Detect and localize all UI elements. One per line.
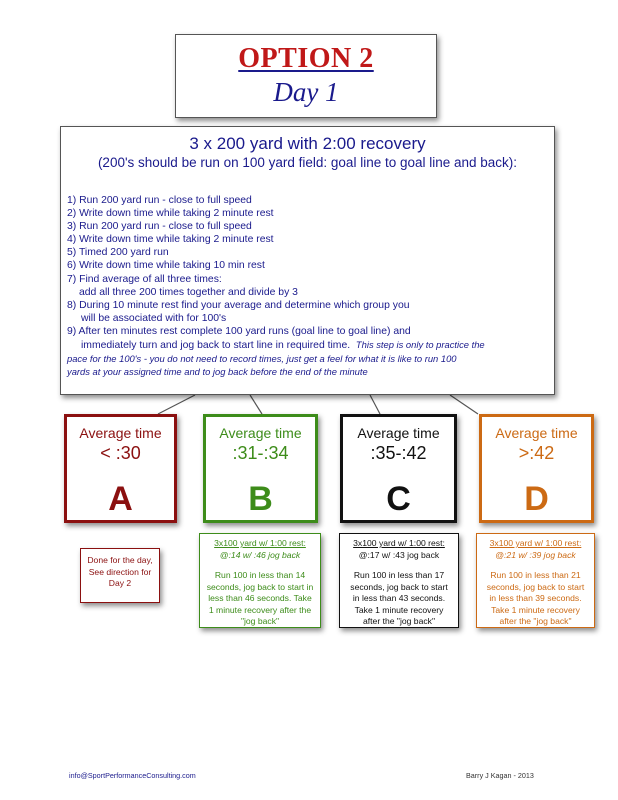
group-b-detail-line-1: Run 100 in less than 14 xyxy=(214,570,306,580)
step-1: 1) Run 200 yard run - close to full speed xyxy=(67,195,252,206)
step-2: 2) Write down time while taking 2 minute rest xyxy=(67,208,274,220)
step-8: 8) During 10 minute rest find your average and determine which group you xyxy=(67,299,410,311)
group-c-detail-line-4: Take 1 minute recovery xyxy=(354,604,444,615)
step-9-note-3: yards at your assigned time and to jog back before the end of the minute xyxy=(67,366,368,378)
step-5: 5) Timed 200 yard run xyxy=(67,247,169,259)
group-d-detail-rest: @:21 w/ :39 jog back xyxy=(495,549,576,560)
group-b-label: Average time xyxy=(219,425,302,441)
group-a-letter: A xyxy=(108,480,133,518)
group-d-detail-body xyxy=(477,570,594,628)
step-6: 6) Write down time while taking 10 min rest xyxy=(67,260,265,272)
group-d-detail-line-5: after the "jog back" xyxy=(499,616,572,626)
step-7-detail: add all three 200 times together and divide by 3 xyxy=(79,286,298,298)
group-b-detail-line-5: "jog back" xyxy=(240,616,280,626)
group-b-detail-line-4: 1 minute recovery after the xyxy=(208,604,312,615)
instructions-subheading: (200's should be run on 100 yard field: goal line to goal line and back): xyxy=(97,155,518,170)
page-subtitle: Day 1 xyxy=(273,77,339,107)
group-a-detail-line-3: Day 2 xyxy=(108,578,132,588)
group-c-detail-line-1: Run 100 in less than 17 xyxy=(353,570,445,580)
group-a-detail-line-2: See direction for xyxy=(88,566,152,577)
group-d-letter: D xyxy=(524,480,549,518)
group-d-detail-line-4: Take 1 minute recovery xyxy=(491,604,580,615)
group-b-range: :31-:34 xyxy=(232,443,289,463)
group-c-detail-line-5: after the "jog back" xyxy=(362,616,436,626)
group-c-letter: C xyxy=(386,480,411,518)
step-9-note-2: pace for the 100's - you do not need to record times, just get a feel for what it is like to run 100 xyxy=(67,353,457,365)
group-b-detail-line-2: seconds, jog back to start in xyxy=(206,581,314,592)
connector-d xyxy=(450,395,478,414)
group-d-detail-line-1: Run 100 in less than 21 xyxy=(490,570,581,580)
group-a-detail-line-1: Done for the day, xyxy=(87,555,153,565)
group-b-detail-rest: @:14 w/ :46 jog back xyxy=(219,549,301,560)
group-a-label: Average time xyxy=(79,425,162,441)
step-3: 3) Run 200 yard run - close to full speed xyxy=(67,221,252,233)
instructions-heading: 3 x 200 yard with 2:00 recovery xyxy=(189,134,426,153)
step-4: 4) Write down time while taking 2 minute rest xyxy=(67,234,274,246)
group-c-detail-rest: @:17 w/ :43 jog back xyxy=(358,549,440,560)
steps-list xyxy=(67,194,550,378)
instructions-box xyxy=(60,126,555,395)
group-c-detail-line-3: in less than 43 seconds. xyxy=(352,593,446,603)
step-7: 7) Find average of all three times: xyxy=(67,273,222,285)
group-d-detail-head: 3x100 yard w/ 1:00 rest: xyxy=(489,538,582,548)
group-d-detail-line-3: in less than 39 seconds. xyxy=(489,593,582,603)
group-d-detail-line-2: seconds, jog back to start xyxy=(486,581,585,592)
footer-author: Barry J Kagan - 2013 xyxy=(466,771,534,780)
group-c-label: Average time xyxy=(357,425,440,441)
group-b-letter: B xyxy=(248,480,273,518)
footer-email: info@SportPerformanceConsulting.com xyxy=(69,771,196,780)
group-b-detail-head: 3x100 yard w/ 1:00 rest: xyxy=(214,538,306,548)
connector-c xyxy=(370,395,380,414)
step-9-text: immediately turn and jog back to start line in required time. xyxy=(81,340,351,352)
group-d-detail xyxy=(476,533,595,628)
group-a-detail xyxy=(80,548,160,603)
page-title: OPTION 2 xyxy=(238,43,374,74)
group-d-range: >:42 xyxy=(518,443,555,463)
step-9-detail xyxy=(67,338,550,352)
group-a-box xyxy=(64,414,177,523)
group-a-range: < :30 xyxy=(100,443,141,463)
title-box xyxy=(175,34,437,118)
connector-b xyxy=(250,395,262,414)
group-c-range: :35-:42 xyxy=(370,443,427,463)
group-c-detail xyxy=(339,533,459,628)
group-c-detail-head: 3x100 yard w/ 1:00 rest: xyxy=(353,538,445,548)
group-d-box xyxy=(479,414,594,523)
group-d-label: Average time xyxy=(495,425,578,441)
step-8-detail: will be associated with for 100's xyxy=(81,312,227,324)
step-9-note-1: This step is only to practice the xyxy=(355,339,485,351)
group-b-detail-line-3: less than 46 seconds. Take xyxy=(208,593,312,603)
group-c-detail-body xyxy=(340,570,458,628)
connector-a xyxy=(158,395,195,414)
step-9: 9) After ten minutes rest complete 100 yard runs (goal line to goal line) and xyxy=(67,325,411,337)
group-c-box xyxy=(340,414,457,523)
group-b-detail-body xyxy=(200,570,320,628)
group-b-box xyxy=(203,414,318,523)
group-c-detail-line-2: seconds, jog back to start xyxy=(350,581,448,592)
group-b-detail xyxy=(199,533,321,628)
